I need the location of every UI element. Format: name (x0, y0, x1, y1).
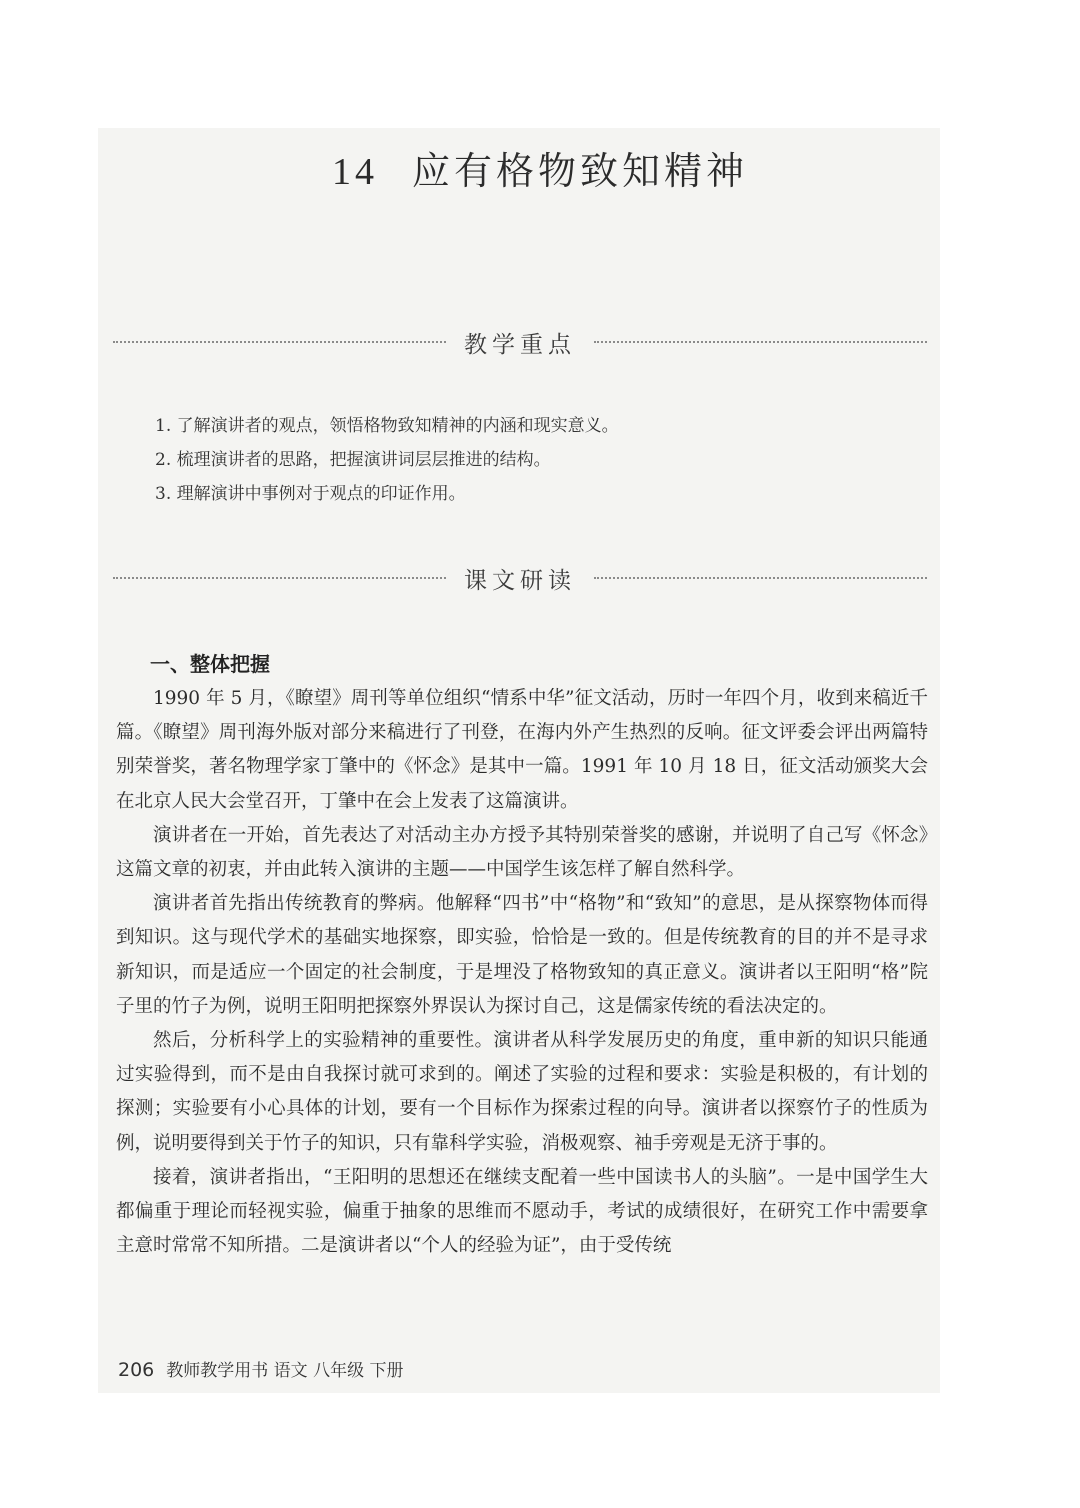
objective-item: 2. 梳理演讲者的思路，把握演讲词层层推进的结构。 (155, 450, 551, 470)
dotted-divider-left (113, 341, 446, 343)
dotted-divider-right (594, 577, 927, 579)
dotted-divider-left (113, 577, 446, 579)
subheading: 一、整体把握 (150, 652, 270, 676)
paragraph: 1990 年 5 月，《瞭望》周刊等单位组织“情系中华”征文活动，历时一年四个月，收到来稿近千篇。《瞭望》周刊海外版对部分来稿进行了刊登，在海内外产生热烈的反响。征文评委会评出两篇特别荣誉奖，著名物理学家丁肇中的《怀念》是其中一篇。1991 年 10 月 18 日，征文活动颁奖大会在北京人民大会堂召开，丁肇中在会上发表了这篇演讲。 (116, 688, 928, 812)
section-label: 课文研读 (464, 567, 576, 594)
section-heading-teaching-focus (113, 322, 927, 362)
objective-item: 3. 理解演讲中事例对于观点的印证作用。 (155, 484, 466, 504)
objective-item: 1. 了解演讲者的观点，领悟格物致知精神的内涵和现实意义。 (155, 416, 619, 436)
chapter-title (0, 140, 1080, 195)
book-info: 教师教学用书 语文 八年级 下册 (166, 1361, 404, 1381)
body-text (116, 682, 928, 1263)
paragraph: 演讲者在一开始，首先表达了对活动主办方授予其特别荣誉奖的感谢，并说明了自己写《怀念》这篇文章的初衷，并由此转入演讲的主题——中国学生该怎样了解自然科学。 (116, 824, 928, 881)
section-heading-text-study (113, 558, 927, 598)
dotted-divider-right (594, 341, 927, 343)
paragraph: 演讲者首先指出传统教育的弊病。他解释“四书”中“格物”和“致知”的意思，是从探察物体而得到知识。这与现代学术的基础实地探察，即实验，恰恰是一致的。但是传统教育的目的并不是寻求新知识，而是适应一个固定的社会制度，于是埋没了格物致知的真正意义。演讲者以王阳明“格”院子里的竹子为例，说明王阳明把探察外界误认为探讨自己，这是儒家传统的看法决定的。 (116, 893, 928, 1017)
objectives-list (155, 409, 619, 511)
paragraph: 然后，分析科学上的实验精神的重要性。演讲者从科学发展历史的角度，重申新的知识只能通过实验得到，而不是由自我探讨就可求到的。阐述了实验的过程和要求：实验是积极的，有计划的探测；实验要有小心具体的计划，要有一个目标作为探索过程的向导。演讲者以探察竹子的性质为例，说明要得到关于竹子的知识，只有靠科学实验，消极观察、袖手旁观是无济于事的。 (116, 1030, 928, 1154)
paragraph: 接着，演讲者指出，“王阳明的思想还在继续支配着一些中国读书人的头脑”。一是中国学生大都偏重于理论而轻视实验，偏重于抽象的思维而不愿动手，考试的成绩很好，在研究工作中需要拿主意时常常不知所措。二是演讲者以“个人的经验为证”，由于受传统 (116, 1166, 928, 1257)
page-footer (118, 1356, 403, 1381)
chapter-number: 14 (331, 151, 378, 193)
page-number: 206 (118, 1359, 155, 1381)
chapter-title-text: 应有格物致知精神 (411, 149, 748, 193)
section-label: 教学重点 (464, 331, 576, 358)
